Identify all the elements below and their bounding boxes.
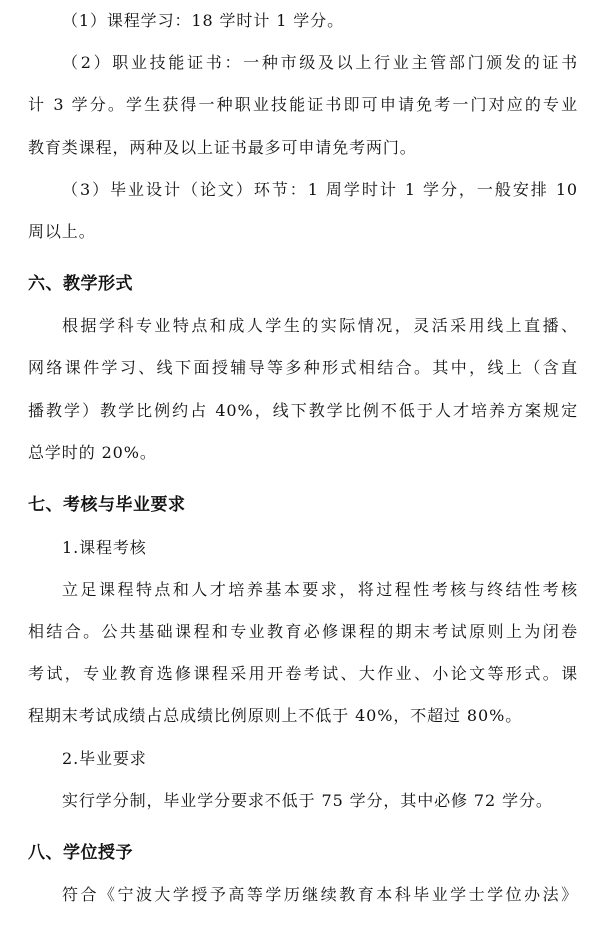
section-heading-degree-award: 八、学位授予 — [28, 843, 133, 863]
teaching-form-line-2: 网络课件学习、线下面授辅导等多种形式相结合。其中，线上（含直 — [28, 358, 578, 377]
credit-rule-certificate-line-2: 计 3 学分。学生获得一种职业技能证书即可申请免考一门对应的专业 — [28, 95, 578, 114]
graduation-requirements-text: 实行学分制，毕业学分要求不低于 75 学分，其中必修 72 学分。 — [62, 791, 553, 810]
section-heading-teaching-form: 六、教学形式 — [28, 274, 133, 294]
teaching-form-line-1: 根据学科专业特点和成人学生的实际情况，灵活采用线上直播、 — [62, 316, 578, 335]
credit-rule-thesis-line-2: 周以上。 — [28, 222, 96, 241]
assessment-line-3: 考试，专业教育选修课程采用开卷考试、大作业、小论文等形式。课 — [28, 664, 578, 683]
subheading-course-assessment: 1.课程考核 — [62, 538, 147, 557]
assessment-line-1: 立足课程特点和人才培养基本要求，将过程性考核与终结性考核 — [62, 580, 578, 599]
teaching-form-line-4: 总学时的 20%。 — [28, 443, 157, 462]
assessment-line-2: 相结合。公共基础课程和专业教育必修课程的期末考试原则上为闭卷 — [28, 622, 578, 641]
credit-rule-certificate-line-3: 教育类课程，两种及以上证书最多可申请免考两门。 — [28, 138, 417, 157]
credit-rule-course-study: （1）课程学习：18 学时计 1 学分。 — [62, 11, 344, 30]
teaching-form-line-3: 播教学）教学比例约占 40%，线下教学比例不低于人才培养方案规定 — [28, 401, 578, 420]
credit-rule-thesis-line-1: （3）毕业设计（论文）环节：1 周学时计 1 学分，一般安排 10 — [62, 180, 578, 199]
subheading-graduation-requirements: 2.毕业要求 — [62, 749, 147, 768]
credit-rule-certificate-line-1: （2）职业技能证书：一种市级及以上行业主管部门颁发的证书 — [62, 53, 578, 72]
section-heading-assessment: 七、考核与毕业要求 — [28, 495, 186, 515]
assessment-line-4: 程期末考试成绩占总成绩比例原则上不低于 40%，不超过 80%。 — [28, 706, 523, 725]
degree-award-line-1: 符合《宁波大学授予高等学历继续教育本科毕业学士学位办法》 — [62, 885, 578, 904]
